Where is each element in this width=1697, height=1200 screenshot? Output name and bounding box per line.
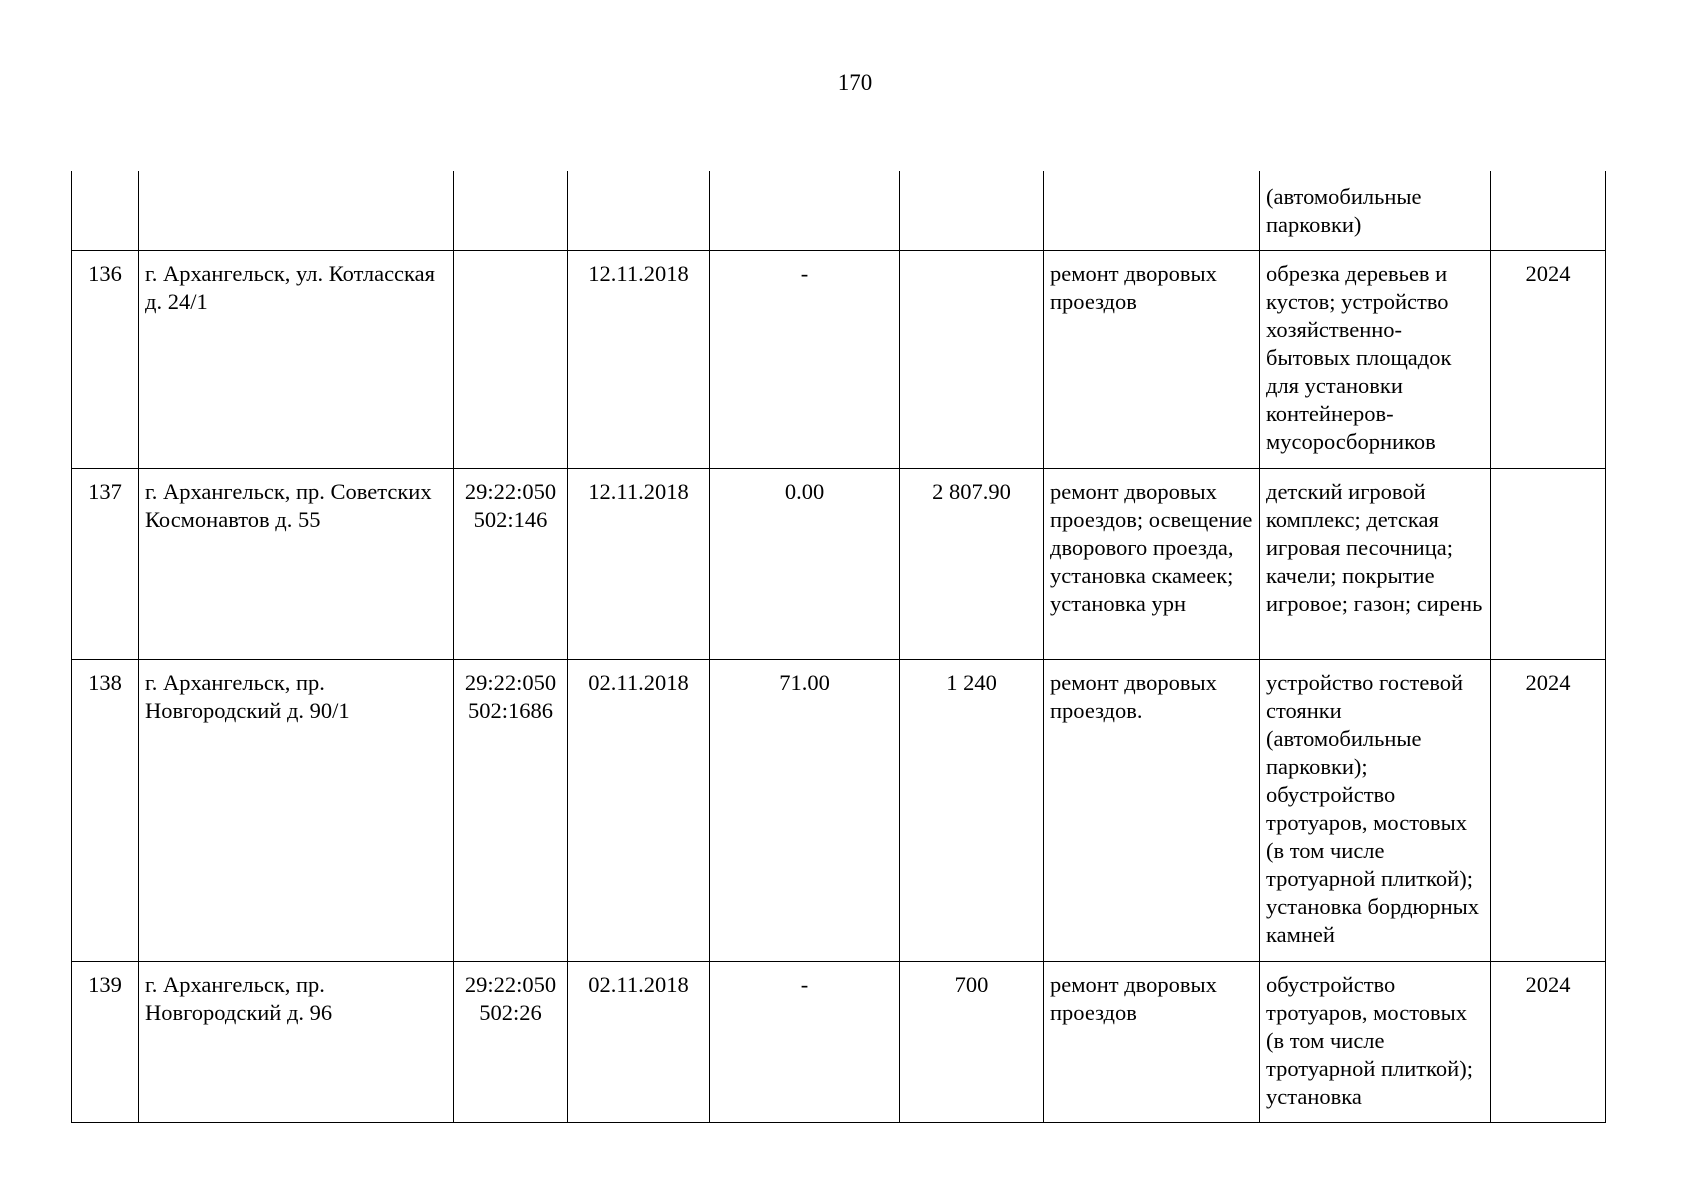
- year-cell: 2024: [1491, 659, 1606, 961]
- address-cell: г. Архангельск, пр. Советских Космонавтов д. 55: [139, 468, 454, 659]
- works-extra-cell: (автомобильные парковки): [1260, 171, 1491, 250]
- works-min-cell: ремонт дворовых проездов; освещение дворового проезда, установка скамеек; установка урн: [1044, 468, 1260, 659]
- year-cell: 2024: [1491, 961, 1606, 1122]
- row-number-cell: 136: [72, 250, 139, 468]
- table-row: [72, 659, 1606, 961]
- area1-cell: 0.00: [710, 468, 900, 659]
- area2-cell: [900, 171, 1044, 250]
- works-extra-cell: устройство гостевой стоянки (автомобильные парковки); обустройство тротуаров, мостовых (в том числе тротуарной плиткой); установка бордюрных камней: [1260, 659, 1491, 961]
- works-extra-cell: обрезка деревьев и кустов; устройство хозяйственно-бытовых площадок для установки контейнеров-мусоросборников: [1260, 250, 1491, 468]
- area2-cell: 700: [900, 961, 1044, 1122]
- cadastral-cell: 29:22:050 502:146: [454, 468, 568, 659]
- cadastral-cell: 29:22:050 502:26: [454, 961, 568, 1122]
- table-row: [72, 250, 1606, 468]
- area1-cell: [710, 171, 900, 250]
- area2-cell: [900, 250, 1044, 468]
- table-row: [72, 961, 1606, 1122]
- row-number-cell: 137: [72, 468, 139, 659]
- area2-cell: 1 240: [900, 659, 1044, 961]
- address-cell: г. Архангельск, пр. Новгородский д. 90/1: [139, 659, 454, 961]
- registry-table: [71, 171, 1606, 1123]
- date-cell: 02.11.2018: [568, 659, 710, 961]
- year-cell: 2024: [1491, 250, 1606, 468]
- row-number-cell: 139: [72, 961, 139, 1122]
- works-min-cell: ремонт дворовых проездов: [1044, 961, 1260, 1122]
- row-number-cell: 138: [72, 659, 139, 961]
- works-extra-cell: обустройство тротуаров, мостовых (в том числе тротуарной плиткой); установка: [1260, 961, 1491, 1122]
- cadastral-cell: 29:22:050 502:1686: [454, 659, 568, 961]
- page-number: 170: [837, 70, 873, 95]
- works-min-cell: [1044, 171, 1260, 250]
- address-cell: г. Архангельск, ул. Котласская д. 24/1: [139, 250, 454, 468]
- area2-cell: 2 807.90: [900, 468, 1044, 659]
- address-cell: [139, 171, 454, 250]
- date-cell: 12.11.2018: [568, 250, 710, 468]
- year-cell: [1491, 468, 1606, 659]
- works-extra-cell: детский игровой комплекс; детская игровая песочница; качели; покрытие игровое; газон; сирень: [1260, 468, 1491, 659]
- row-number-cell: [72, 171, 139, 250]
- table-row: [72, 171, 1606, 250]
- address-cell: г. Архангельск, пр. Новгородский д. 96: [139, 961, 454, 1122]
- table-row: [72, 468, 1606, 659]
- cadastral-cell: [454, 250, 568, 468]
- date-cell: [568, 171, 710, 250]
- year-cell: [1491, 171, 1606, 250]
- area1-cell: -: [710, 961, 900, 1122]
- works-min-cell: ремонт дворовых проездов.: [1044, 659, 1260, 961]
- works-min-cell: ремонт дворовых проездов: [1044, 250, 1260, 468]
- area1-cell: 71.00: [710, 659, 900, 961]
- date-cell: 02.11.2018: [568, 961, 710, 1122]
- area1-cell: -: [710, 250, 900, 468]
- cadastral-cell: [454, 171, 568, 250]
- date-cell: 12.11.2018: [568, 468, 710, 659]
